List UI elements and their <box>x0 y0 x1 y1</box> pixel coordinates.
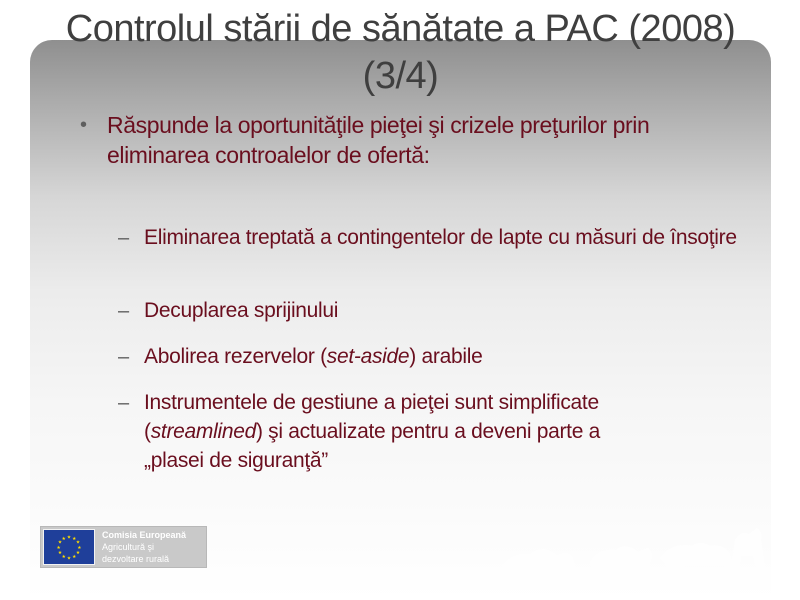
sub-bullet-text-part: ) şi actualizate pentru a deveni parte a <box>255 420 600 443</box>
slide-title-line1: Controlul stării de sănătate a PAC (2008) <box>65 8 736 50</box>
sub-bullet-text <box>144 388 744 475</box>
svg-text:★: ★ <box>66 556 72 562</box>
svg-text:★: ★ <box>61 554 66 560</box>
main-bullet-text: Răspunde la oportunităţile pieţei şi crizele preţurilor prin eliminarea controalelor de ofertă: <box>107 112 650 168</box>
svg-text:★: ★ <box>57 540 63 546</box>
eu-flag-icon <box>43 529 95 565</box>
sub-bullet-italic-term: streamlined <box>150 420 256 443</box>
sub-bullet-text-part: Abolirea rezervelor ( <box>144 345 327 368</box>
slide-title <box>30 6 771 100</box>
sub-bullet-line: Instrumentele de gestiune a pieţei sunt simplificate <box>144 391 599 414</box>
dash-icon: – <box>118 300 130 322</box>
sub-bullet-line <box>144 417 744 446</box>
farm-silhouette-graphic <box>480 500 780 600</box>
sub-bullet-text <box>144 342 744 371</box>
svg-text:★: ★ <box>72 554 77 560</box>
dash-icon: – <box>118 346 130 368</box>
sub-bullet-line: „plasei de siguranţă” <box>144 449 328 472</box>
sub-bullet-text-part: ( <box>144 420 151 443</box>
svg-text:★: ★ <box>66 535 72 541</box>
logo-subtitle: Agricultură şi <box>102 542 155 552</box>
dash-icon: – <box>118 227 130 249</box>
logo-subtitle: dezvoltare rurală <box>102 554 170 564</box>
logo-title: Comisia Europeană <box>102 530 187 540</box>
european-commission-logo <box>40 526 207 568</box>
svg-text:★: ★ <box>61 536 66 542</box>
bullet-dot-icon: • <box>80 114 88 136</box>
slide-title-line2: (3/4) <box>362 55 439 97</box>
svg-text:★: ★ <box>75 551 81 557</box>
sub-bullet-italic-term: set-aside <box>326 345 410 368</box>
svg-text:★: ★ <box>56 545 61 551</box>
sub-bullet-text-part: ) arabile <box>409 345 483 368</box>
dash-icon: – <box>118 392 130 414</box>
sub-bullet-text: Eliminarea treptată a contingentelor de lapte cu măsuri de însoţire <box>144 226 737 249</box>
svg-text:★: ★ <box>57 551 63 557</box>
svg-text:★: ★ <box>75 540 81 546</box>
svg-text:★: ★ <box>77 545 82 551</box>
svg-text:★: ★ <box>72 536 77 542</box>
sub-bullet-text: Decuplarea sprijinului <box>144 299 339 322</box>
